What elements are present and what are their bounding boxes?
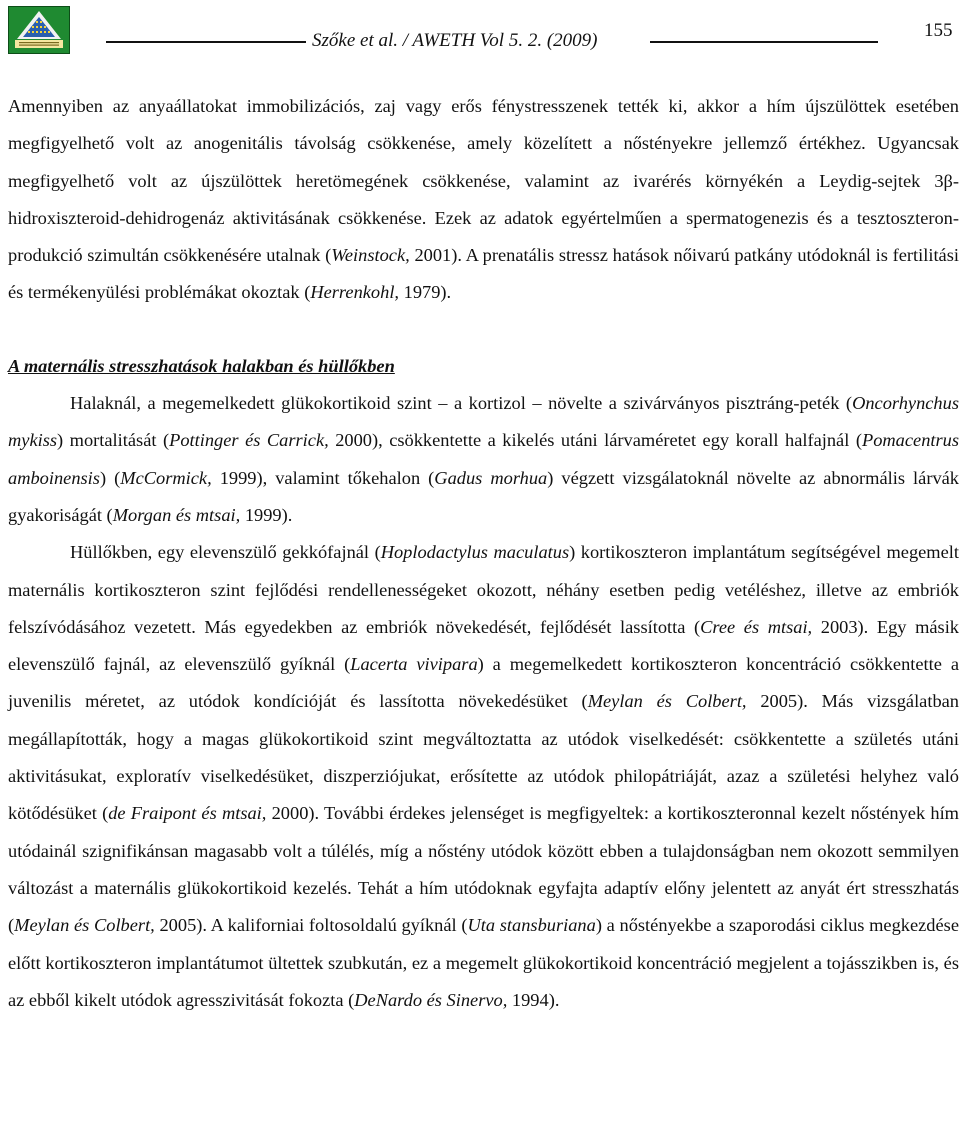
- text-run: 1999).: [240, 504, 293, 525]
- text-run: Hüllőkben, egy elevenszülő gekkófajnál (: [70, 542, 381, 563]
- text-run: Amennyiben az anyaállatokat immobilizációs, zaj vagy erős fénystresszenek tették ki, akkor a hím újszülöttek esetében megfigyelhető volt az anogenitális távolság csökkenése, amely közelített a nőstényekre jellemző értékhez. Ugyancsak megfigyelhető volt az újszülöttek heretömegének csökkenése, valamint az ivarérés környékén a Leydig-sejtek 3β-hidroxiszteroid-dehidrogenáz aktivitásának csökkenése. Ezek az adatok egyértelműen a spermatogenezis és a tesztoszteron-produkció szimultán csökkenésére utalnak (: [8, 96, 959, 266]
- body-paragraph: [8, 88, 959, 312]
- running-title: Szőke et al. / AWETH Vol 5. 2. (2009): [312, 30, 598, 51]
- section-gap: [8, 312, 959, 348]
- italic-run: Morgan és mtsai,: [112, 504, 241, 525]
- text-run: 2005). Más vizsgálatban megállapították, hogy a magas glükokortikoid szint megváltoztatta az utódok viselkedését: csökkentette a születés utáni aktivitásukat, exploratív viselkedésüket, diszperziójukat, erősítette az utódok philopátriáját, azaz a születési helyhez való kötődésüket (: [8, 691, 960, 824]
- italic-run: de Fraipont és mtsai,: [108, 803, 267, 824]
- text-run: 2005). A kaliforniai foltosoldalú gyíknál (: [154, 915, 468, 936]
- text-run: 2000), csökkentette a kikelés utáni lárvaméretet egy korall halfajnál (: [328, 430, 862, 451]
- italic-run: DeNardo és Sinervo,: [354, 989, 508, 1010]
- text-run: ) a nőstényekbe a szaporodási ciklus megkezdése előtt kortikoszteron implantátumot ültettek szubkután, ez a megemelt glükokortikoid koncentráció megjelent a tojásszikben is, és az ebből kikelt utódok agresszivitását fokozta (: [8, 915, 959, 1010]
- text-run: 1994).: [507, 989, 560, 1010]
- italic-run: Cree és mtsai,: [700, 616, 813, 637]
- text-run: ) kortikoszteron implantátum segítségével megemelt maternális kortikoszteron szint fejlődési rendellenességeket okozott, néhány esetben pedig vetéléshez, illetve az embriók felszívódásához vezetett. Más egyedekben az embriók növekedését, fejlődését lassította (: [8, 542, 959, 637]
- italic-run: Hoplodactylus maculatus: [380, 542, 570, 563]
- text-run: 1979).: [399, 282, 452, 303]
- text-run: Halaknál, a megemelkedett glükokortikoid szint – a kortizol – növelte a szivárványos pisztráng-peték (: [70, 393, 853, 414]
- italic-run: Pottinger és Carrick,: [169, 430, 329, 451]
- text-run: ) (: [99, 467, 121, 488]
- italic-run: Pomacentrus amboinensis: [8, 430, 960, 488]
- text-run: 2001). A prenatális stressz hatások nőivarú patkány utódoknál is fertilitási és termékenyülési problémákat okoztak (: [8, 245, 959, 303]
- italic-run: Oncorhynchus mykiss: [8, 393, 959, 451]
- italic-run: Herrenkohl,: [310, 282, 400, 303]
- section-heading: A maternális stresszhatások halakban és hüllőkben: [8, 355, 395, 376]
- page-number: 155: [924, 20, 953, 41]
- page-header: [0, 0, 960, 60]
- italic-run: Uta stansburiana: [467, 915, 596, 936]
- italic-run: Weinstock,: [331, 245, 410, 266]
- italic-run: McCormick,: [120, 467, 212, 488]
- text-run: ) végzett vizsgálatoknál növelte az abnormális lárvák gyakoriságát (: [8, 467, 959, 525]
- italic-run: Lacerta vivipara: [350, 654, 478, 675]
- text-run: ) mortalitását (: [57, 430, 170, 451]
- italic-run: Meylan és Colbert,: [587, 691, 747, 712]
- italic-run: Gadus morhua: [434, 467, 548, 488]
- text-run: 1999), valamint tőkehalon (: [211, 467, 435, 488]
- italic-run: Meylan és Colbert,: [14, 915, 155, 936]
- header-rule-right: [650, 41, 878, 43]
- article-body: [8, 88, 959, 1019]
- body-paragraph: [8, 534, 959, 1019]
- text-run: ) a megemelkedett kortikoszteron koncentráció csökkentette a juvenilis méretet, az utódok kondícióját és lassította növekedésüket (: [8, 654, 959, 712]
- header-rule-left: [106, 41, 306, 43]
- text-run: 2003). Egy másik elevenszülő fajnál, az elevenszülő gyíknál (: [8, 616, 960, 675]
- body-paragraph: [8, 385, 959, 534]
- journal-logo-icon: [8, 6, 70, 54]
- text-run: 2000). További érdekes jelenséget is megfigyeltek: a kortikoszteronnal kezelt nőstények hím utódainál szignifikánsan magasabb volt a túlélés, míg a nőstény utódok között ebben a tulajdonságban nem okozott semmilyen változást a maternális glükokortikoid kezelés. Tehát a hím utódoknak egyfajta adaptív előny jelentett az anyát ért stresszhatás (: [8, 803, 959, 936]
